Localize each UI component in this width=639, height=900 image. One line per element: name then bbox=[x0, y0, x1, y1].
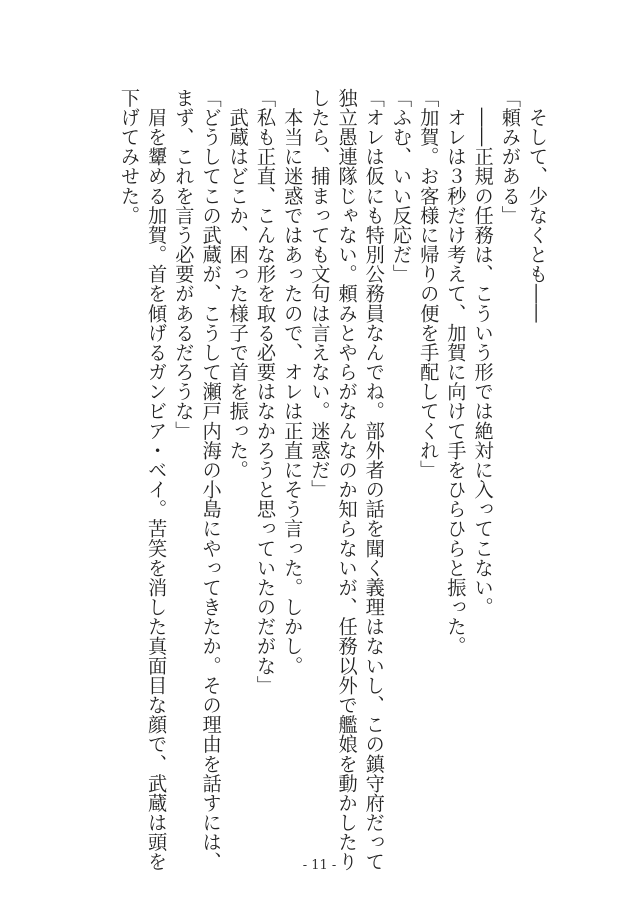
text-line: 眉を顰める加賀。首を傾げるガンビア・ベイ。苦笑を消した真面目な顔で、武蔵は頭を bbox=[145, 88, 169, 872]
text-line: 「ふむ、いい反応だ」 bbox=[389, 88, 413, 284]
text-line: 「どうしてこの武蔵が、こうして瀬戸内海の小島にやってきたか。その理由を話すには、 bbox=[199, 88, 223, 872]
text-line: ――正規の任務は、こういう形では絶対に入ってこない。 bbox=[471, 88, 495, 617]
text-line: 武蔵はどこか、困った様子で首を振った。 bbox=[226, 88, 250, 480]
text-line: 「私も正直、こんな形を取る必要はなかろうと思っていたのだがな」 bbox=[253, 88, 277, 696]
text-line: したら、捕まっても文句は言えない。迷惑だ」 bbox=[308, 88, 332, 500]
page-number: - 11 - bbox=[302, 858, 337, 873]
text-line: オレは３秒だけ考えて、加賀に向けて手をひらひらと振った。 bbox=[444, 88, 468, 656]
text-line: 独立愚連隊じゃない。頼みとやらがなんなのか知らないが、任務以外で艦娘を動かしたり bbox=[335, 88, 359, 872]
text-line: まず、これを言う必要があるだろうな」 bbox=[172, 88, 196, 441]
text-line: 「頼みがある」 bbox=[498, 88, 522, 226]
text-line: そして、少なくとも―― bbox=[526, 88, 549, 323]
text-line: 下げてみせた。 bbox=[117, 88, 141, 226]
text-line: 本当に迷惑ではあったので、オレは正直にそう言った。しかし。 bbox=[281, 88, 305, 676]
text-line: 「オレは仮にも特別公務員なんでね。部外者の話を聞く義理はないし、この鎮守府だって bbox=[362, 88, 386, 872]
text-line: 「加賀。お客様に帰りの便を手配してくれ」 bbox=[417, 88, 441, 480]
